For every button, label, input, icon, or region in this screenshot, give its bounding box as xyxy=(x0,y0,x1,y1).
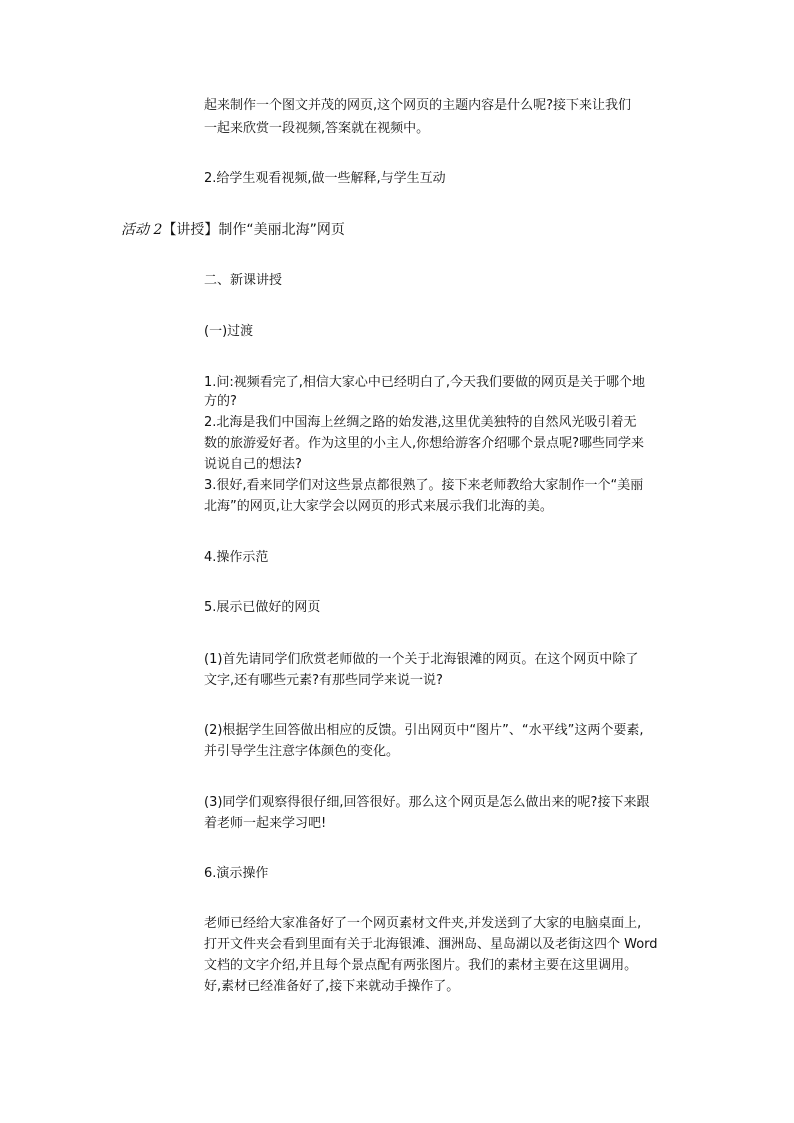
step-4: 4.操作示范 xyxy=(204,550,269,565)
closing-line-4: 好,素材已经准备好了,接下来就动手操作了。 xyxy=(204,979,460,994)
item-1-line-2: 文字,还有哪些元素?有那些同学来说一说? xyxy=(204,673,443,688)
activity-heading xyxy=(121,221,345,239)
closing-line-2: 打开文件夹会看到里面有关于北海银滩、涠洲岛、星岛湖以及老街这四个 Word xyxy=(204,937,658,952)
item-2-line-2: 并引导学生注意字体颜色的变化。 xyxy=(204,744,400,759)
transition-line-5: 说说自己的想法? xyxy=(204,457,302,472)
intro-line-1: 起来制作一个图文并茂的网页,这个网页的主题内容是什么呢?接下来让我们 xyxy=(204,98,632,113)
subsection-heading: (一)过渡 xyxy=(204,324,254,339)
activity-tag: 【讲授】 xyxy=(162,222,219,238)
activity-number: 活动 2 xyxy=(121,222,163,238)
item-3-line-2: 着老师一起来学习吧! xyxy=(204,816,327,831)
step-5: 5.展示已做好的网页 xyxy=(204,600,321,615)
item-1-line-1: (1)首先请同学们欣赏老师做的一个关于北海银滩的网页。在这个网页中除了 xyxy=(204,652,639,667)
intro-line-2: 一起来欣赏一段视频,答案就在视频中。 xyxy=(204,121,430,136)
transition-line-6: 3.很好,看来同学们对这些景点都很熟了。接下来老师教给大家制作一个“美丽 xyxy=(204,478,644,493)
item-2-line-1: (2)根据学生回答做出相应的反馈。引出网页中“图片”、“水平线”这两个要素, xyxy=(204,723,644,738)
item-3-line-1: (3)同学们观察得很仔细,回答很好。那么这个网页是怎么做出来的呢?接下来跟 xyxy=(204,795,650,810)
step-2: 2.给学生观看视频,做一些解释,与学生互动 xyxy=(204,171,446,186)
transition-line-1: 1.问:视频看完了,相信大家心中已经明白了,今天我们要做的网页是关于哪个地 xyxy=(204,375,646,390)
transition-line-3: 2.北海是我们中国海上丝绸之路的始发港,这里优美独特的自然风光吸引着无 xyxy=(204,415,637,430)
transition-line-4: 数的旅游爱好者。作为这里的小主人,你想给游客介绍哪个景点呢?哪些同学来 xyxy=(204,436,645,451)
section-heading: 二、新课讲授 xyxy=(204,273,283,288)
transition-line-7: 北海”的网页,让大家学会以网页的形式来展示我们北海的美。 xyxy=(204,499,553,514)
closing-line-3: 文档的文字介绍,并且每个景点配有两张图片。我们的素材主要在这里调用。 xyxy=(204,958,638,973)
activity-title: 制作“美丽北海”网页 xyxy=(218,222,345,238)
closing-line-1: 老师已经给大家准备好了一个网页素材文件夹,并发送到了大家的电脑桌面上, xyxy=(204,916,642,931)
step-6: 6.演示操作 xyxy=(204,866,269,881)
transition-line-2: 方的? xyxy=(204,394,237,409)
